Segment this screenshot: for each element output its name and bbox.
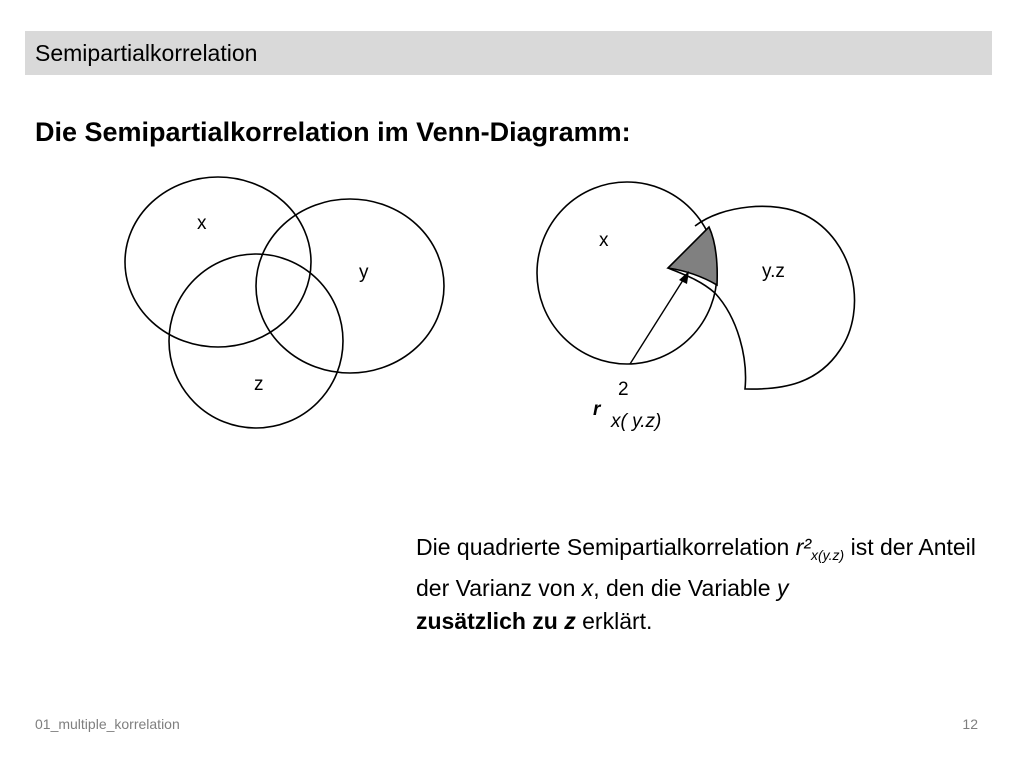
explain-part3: , den die Variable bbox=[593, 575, 777, 601]
explain-part4: erklärt. bbox=[575, 608, 653, 634]
left-label-y: y bbox=[359, 262, 369, 283]
explain-part2: ist der Anteil der Varianz von bbox=[416, 534, 976, 601]
explain-var-z: z bbox=[564, 608, 576, 634]
explain-symbol-sub: x(y.z) bbox=[811, 547, 845, 563]
venn-right bbox=[537, 182, 855, 389]
formula-subscript: x( y.z) bbox=[611, 411, 662, 432]
explain-var-y: y bbox=[776, 575, 789, 601]
explain-var-x: x bbox=[581, 575, 594, 601]
slide-heading: Die Semipartialkorrelation im Venn-Diagramm: bbox=[35, 117, 631, 147]
right-label-x: x bbox=[599, 230, 609, 251]
explanation-text bbox=[416, 531, 976, 638]
formula-exponent: 2 bbox=[618, 379, 629, 400]
right-label-yz: y.z bbox=[762, 261, 785, 282]
explain-part1: Die quadrierte Semipartialkorrelation bbox=[416, 534, 796, 560]
left-label-x: x bbox=[197, 213, 207, 234]
shape-y-without-z bbox=[668, 206, 855, 389]
explain-symbol: $r^2_{x(y.z)}$ bbox=[795, 534, 845, 563]
explain-bold: zusätzlich zu z bbox=[416, 608, 576, 634]
venn-left bbox=[125, 177, 444, 428]
shaded-semipartial-area bbox=[668, 227, 717, 285]
left-label-z: z bbox=[254, 374, 264, 395]
formula-arrow bbox=[630, 277, 685, 364]
footer-filename: 01_multiple_korrelation bbox=[35, 716, 180, 732]
formula-r: r bbox=[593, 399, 601, 420]
circle-y bbox=[256, 199, 444, 373]
slide-header: Semipartialkorrelation bbox=[35, 40, 258, 66]
footer-page-number: 12 bbox=[962, 716, 978, 732]
